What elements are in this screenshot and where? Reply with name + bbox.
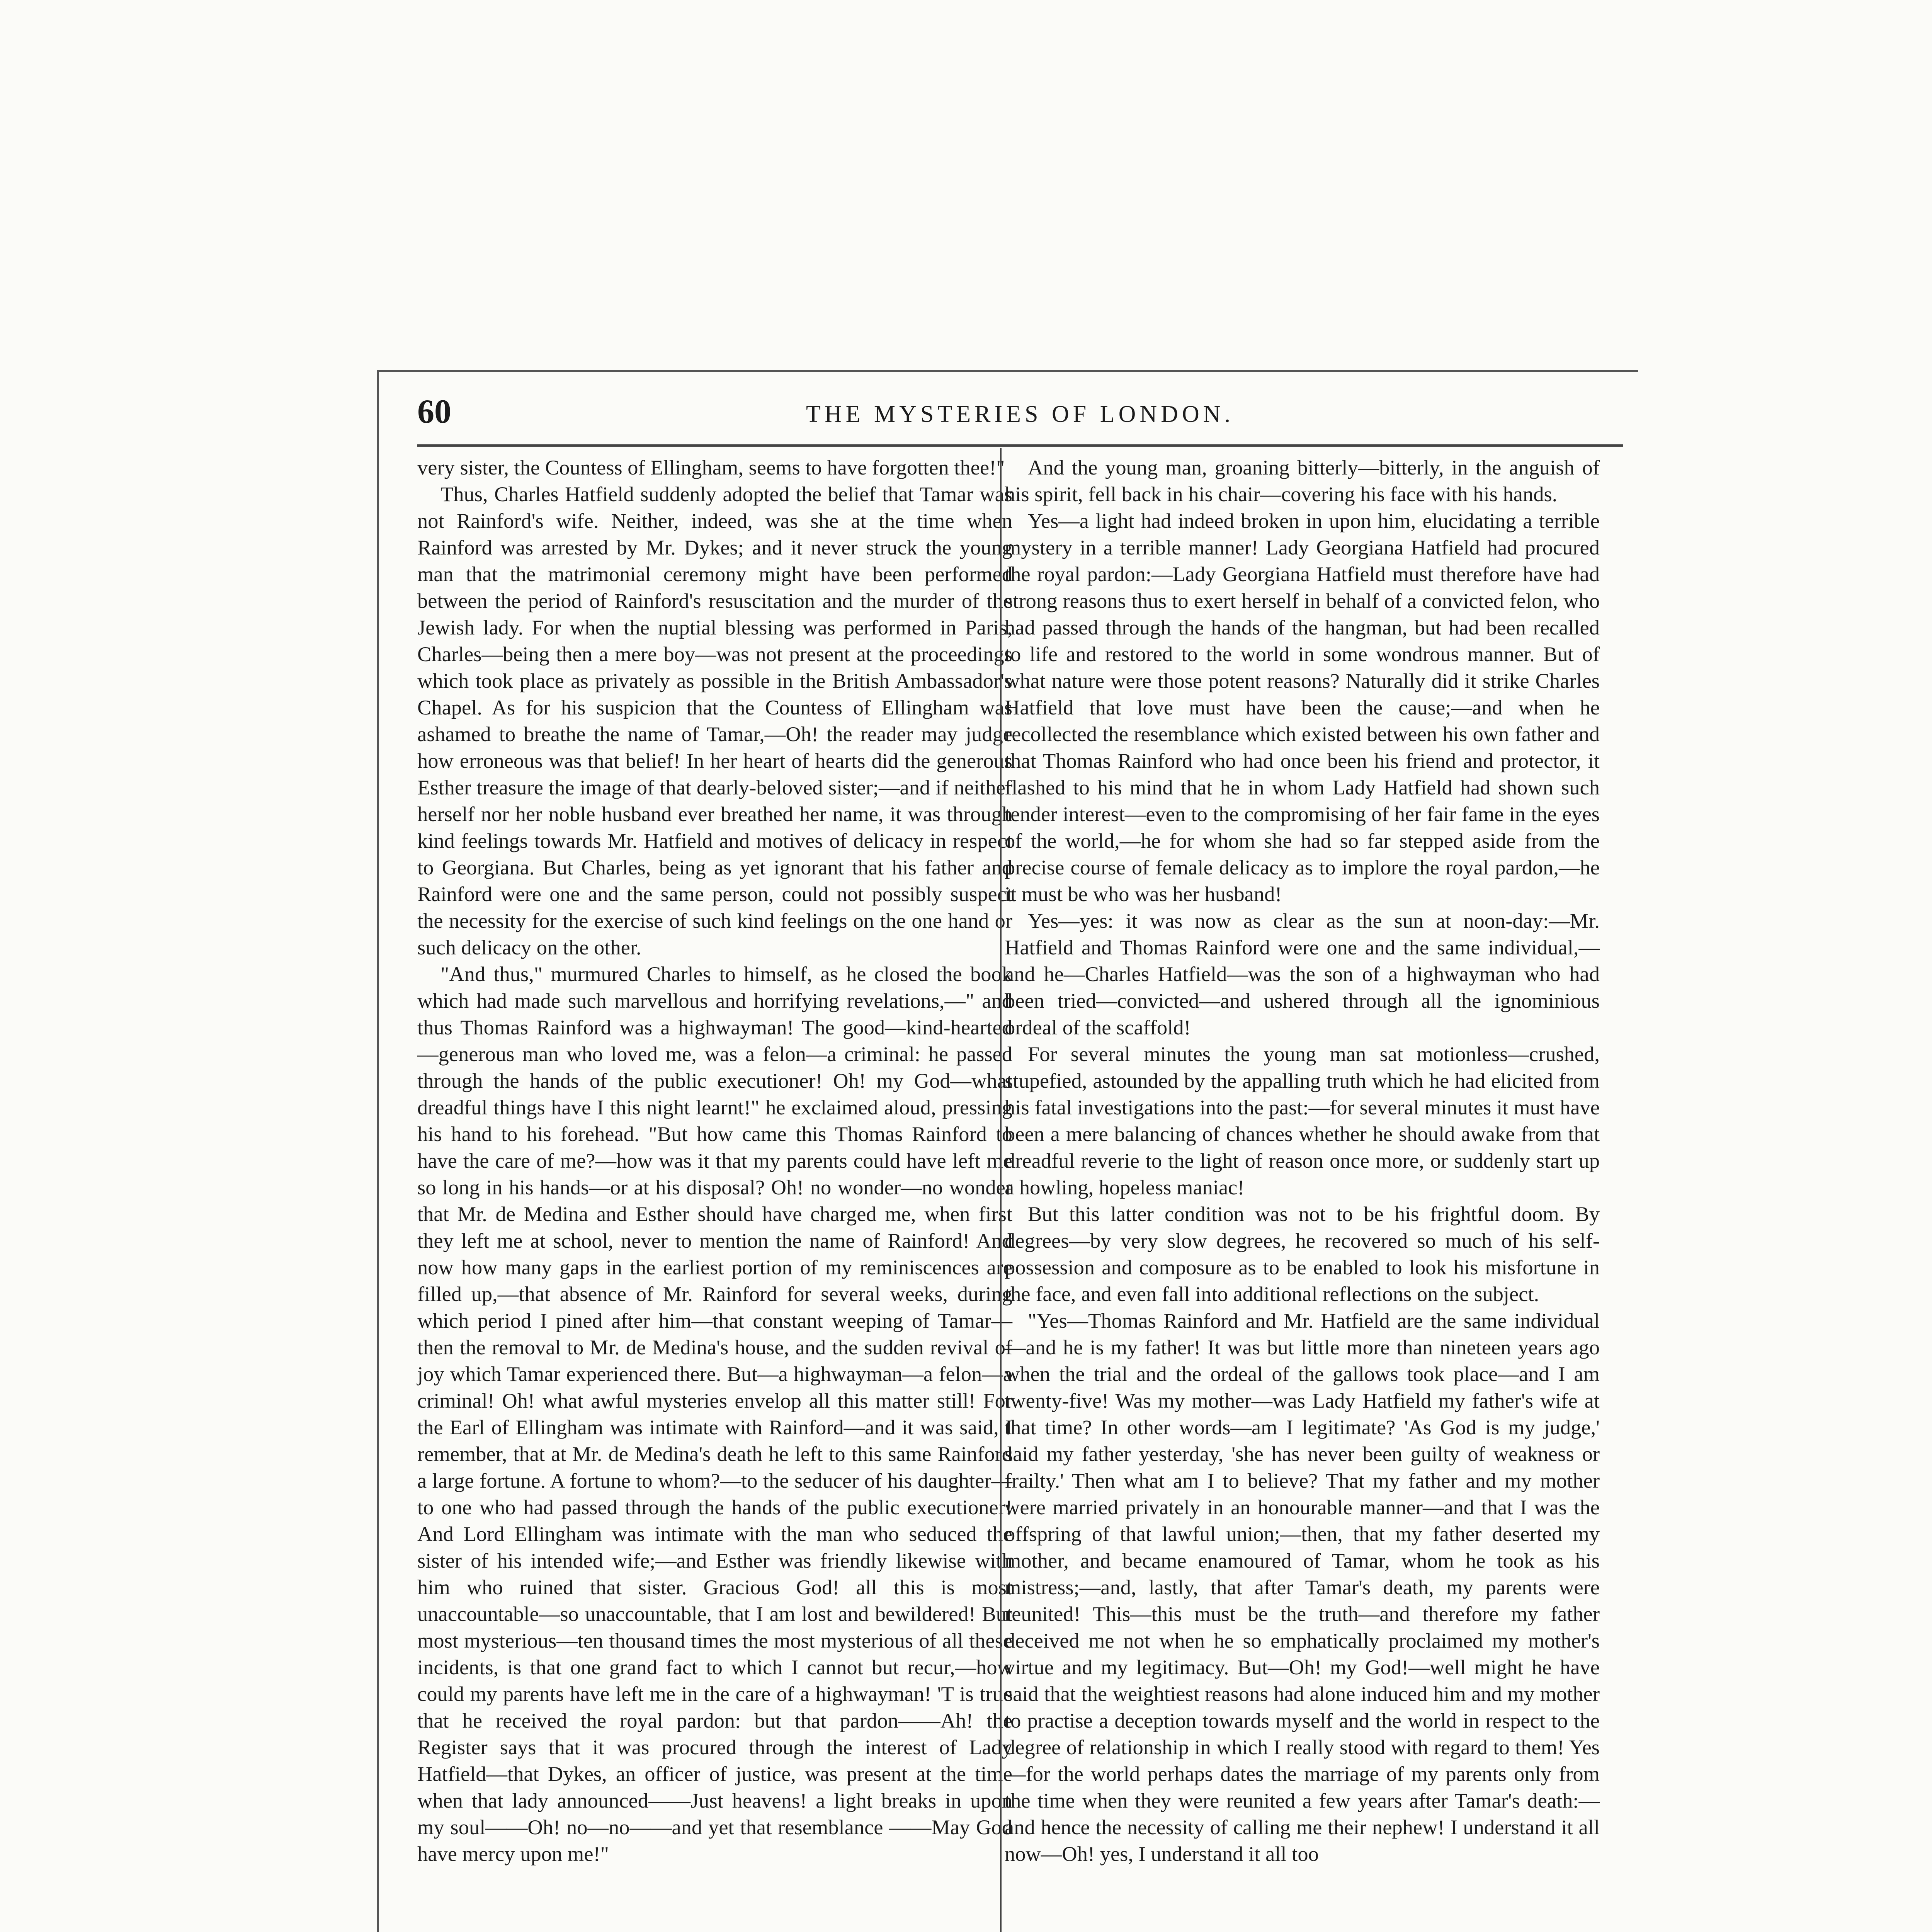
paragraph: "Yes—Thomas Rainford and Mr. Hatfield are the same individual—and he is my father! It was but little more than nineteen years ago when the trial and the ordeal of the gallows took place—and I am twenty-five! Was my mother—was Lady Hatfield my father's wife at that time? In other words—am I legitimate? 'As God is my judge,' said my father yesterday, 'she has never been guilty of weakness or frailty.' Then what am I to believe? That my father and my mother were married privately in an honourable manner—and that I was the offspring of that lawful union;—then, that my father deserted my mother, and became enamoured of Tamar, whom he took as his mistress;—and, lastly, that after Tamar's death, my parents were reunited! This—this must be the truth—and therefore my father deceived me not when he so emphatically proclaimed my mother's virtue and my legitimacy. But—Oh! my God!—well might he have said that the weightiest reasons had alone induced him and my mother to practise a deception towards myself and the world in respect to the degree of relationship in which I really stood with regard to them! Yes—for the world perhaps dates the marriage of my parents only from the time when they were reunited a few years after Tamar's death:—and hence the necessity of calling me their nephew! I understand it all now—Oh! yes, I understand it all too — [1005, 1309, 1600, 1866]
text-column-left — [417, 454, 1012, 1867]
page-number: 60 — [417, 393, 451, 430]
paragraph: Yes—yes: it was now as clear as the sun at noon-day:—Mr. Hatfield and Thomas Rainford were one and the same individual,—and he—Charles Hatfield—was the son of a highwayman who had been tried—convicted—and ushered through all the ignominious ordeal of the scaffold! — [1005, 909, 1600, 1039]
paragraph: But this latter condition was not to be his frightful doom. By degrees—by very slow degrees, he recovered so much of his self-possession and composure as to be enabled to look his misfortune in the face, and even fall into additional reflections on the subject. — [1005, 1202, 1600, 1306]
paragraph: Yes—a light had indeed broken in upon him, elucidating a terrible mystery in a terrible manner! Lady Georgiana Hatfield had procured the royal pardon:—Lady Georgiana Hatfield must therefore have had strong reasons thus to exert herself in behalf of a convicted felon, who had passed through the hands of the hangman, but had been recalled to life and restored to the world in some wondrous manner. But of what nature were those potent reasons? Naturally did it strike Charles Hatfield that love must have been the cause;—and when he recollected the resemblance which existed between his own father and that Thomas Rainford who had once been his friend and protector, it flashed to his mind that he in whom Lady Hatfield had shown such tender interest—even to the compromising of her fair fame in the eyes of the world,—he for whom she had so far stepped aside from the precise course of female delicacy as to implore the royal pardon,—he it must be who was her husband! — [1005, 509, 1600, 906]
paragraph: And the young man, groaning bitterly—bitterly, in the anguish of his spirit, fell back in his chair—covering his face with his hands. — [1005, 456, 1600, 506]
header-rule — [417, 444, 1623, 447]
paragraph: Thus, Charles Hatfield suddenly adopted the belief that Tamar was not Rainford's wife. Neither, indeed, was she at the time when Rainford was arrested by Mr. Dykes; and it never struck the young man that the matrimonial ceremony might have been performed between the period of Rainford's resuscitation and the murder of the Jewish lady. For when the nuptial blessing was performed in Paris, Charles—being then a mere boy—was not present at the proceedings which took place as privately as possible in the British Ambassador's Chapel. As for his suspicion that the Countess of Ellingham was ashamed to breathe the name of Tamar,—Oh! the reader may judge how erroneous was that belief! In her heart of hearts did the generous Esther treasure the image of that dearly-beloved sister;—and if neither herself nor her noble husband ever breathed her name, it was through kind feelings towards Mr. Hatfield and motives of delicacy in respect to Georgiana. But Charles, being as yet ignorant that his father and Rainford were one and the same person, could not possibly suspect the necessity for the exercise of such kind feelings on the one hand or such delicacy on the other. — [417, 482, 1012, 959]
text-column-right — [1005, 454, 1600, 1867]
paragraph: very sister, the Countess of Ellingham, seems to have forgotten thee!" — [417, 456, 1005, 479]
page-header — [417, 392, 1623, 439]
paragraph: "And thus," murmured Charles to himself, as he closed the book which had made such marvellous and horrifying revelations,—" and thus Thomas Rainford was a highwayman! The good—kind-hearted —generous man who loved me, was a felon—a criminal: he passed through the hands of the public executioner! Oh! my God—what dreadful things have I this night learnt!" he exclaimed aloud, pressing his hand to his forehead. "But how came this Thomas Rainford to have the care of me?—how was it that my parents could have left me so long in his hands—or at his disposal? Oh! no wonder—no wonder that Mr. de Medina and Esther should have charged me, when first they left me at school, never to mention the name of Rainford! And now how many gaps in the earliest portion of my reminiscences are filled up,—that absence of Mr. Rainford for several weeks, during which period I pined after him—that constant weeping of Tamar—then the removal to Mr. de Medina's house, and the sudden revival of joy which Tamar experienced there. But—a highwayman—a felon—a criminal! Oh! what awful mysteries envelop all this matter still! For the Earl of Ellingham was intimate with Rainford—and it was said, I remember, that at Mr. de Medina's death he left to this same Rainford a large fortune. A fortune to whom?—to the seducer of his daughter—to one who had passed through the hands of the public executioner! And Lord Ellingham was intimate with the man who seduced the sister of his intended wife;—and Esther was friendly likewise with him who ruined that sister. Gracious God! all this is most unaccountable—so unaccountable, that I am lost and bewildered! But most mysterious—ten thousand times the most mysterious of all these incidents, is that one grand fact to which I cannot but recur,—how could my parents have left me in the care of a highwayman! 'T is true that he received the royal pardon: but that pardon——Ah! the Register says that it was procured through the interest of Lady Hatfield—that Dykes, an officer of justice, was present at the time when that lady announced——Just heavens! a light breaks in upon my soul——Oh! no—no——and yet that resemblance ——May God have mercy upon me!" — [417, 962, 1012, 1866]
running-title: THE MYSTERIES OF LONDON. — [806, 401, 1234, 427]
paragraph: For several minutes the young man sat motionless—crushed, stupefied, astounded by the appalling truth which he had elicited from his fatal investigations into the past:—for several minutes it must have been a mere balancing of chances whether he should awake from that dreadful reverie to the light of reason once more, or suddenly start up a howling, hopeless maniac! — [1005, 1042, 1600, 1199]
column-divider — [1000, 448, 1002, 1932]
